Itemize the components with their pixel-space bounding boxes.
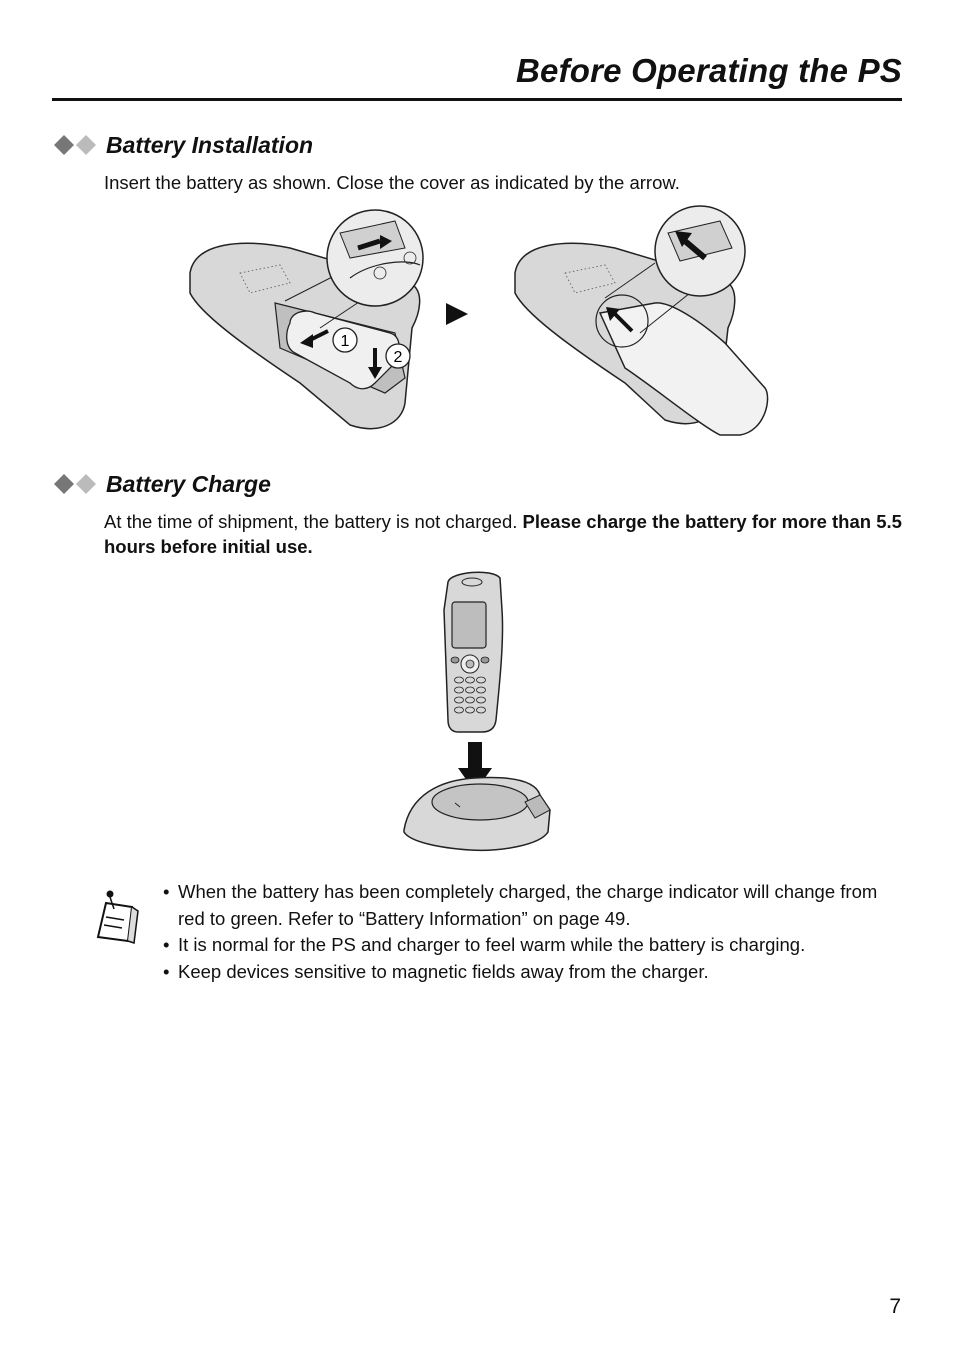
bullet: • <box>163 881 170 902</box>
bullet: • <box>163 934 170 955</box>
double-diamond-icon <box>54 474 100 494</box>
notes-list <box>163 879 903 985</box>
section-heading-label: Battery Installation <box>106 131 314 158</box>
section-heading-label: Battery Charge <box>106 470 271 497</box>
section-heading-battery-charge <box>54 468 271 500</box>
installation-instructions: Insert the battery as shown. Close the cover as indicated by the arrow. <box>104 172 680 193</box>
note-item <box>163 959 903 986</box>
battery-installation-illustration <box>180 203 780 443</box>
charge-instructions <box>104 509 904 559</box>
note-text: When the battery has been completely charged, the charge indicator will change from red to green. Refer to “Battery Information” on page 49. <box>178 881 878 929</box>
next-step-arrow-icon <box>446 303 468 325</box>
note-text: Keep devices sensitive to magnetic fields away from the charger. <box>178 960 709 982</box>
step-label-1: 1 <box>340 333 350 350</box>
page-number: 7 <box>889 1295 901 1318</box>
bullet: • <box>163 960 170 982</box>
notepad-note-icon <box>94 889 142 945</box>
charge-instructions-bold: Please charge the battery for more than 5.5 hours before initial use. <box>104 511 902 557</box>
step-label-2: 2 <box>393 349 403 366</box>
note-item <box>163 932 903 959</box>
charging-illustration <box>400 570 555 860</box>
section-heading-battery-installation <box>54 129 313 161</box>
charger-base <box>404 778 550 851</box>
handset-front <box>444 572 503 732</box>
page-title: Before Operating the PS <box>515 52 902 89</box>
double-diamond-icon <box>54 135 100 155</box>
note-text: It is normal for the PS and charger to feel warm while the battery is charging. <box>178 934 806 955</box>
handset-rear-closing <box>515 206 768 435</box>
charge-instructions-plain: At the time of shipment, the battery is not charged. <box>104 511 523 532</box>
note-item <box>163 879 903 932</box>
header-rule <box>52 98 902 101</box>
handset-rear-open <box>190 210 423 429</box>
